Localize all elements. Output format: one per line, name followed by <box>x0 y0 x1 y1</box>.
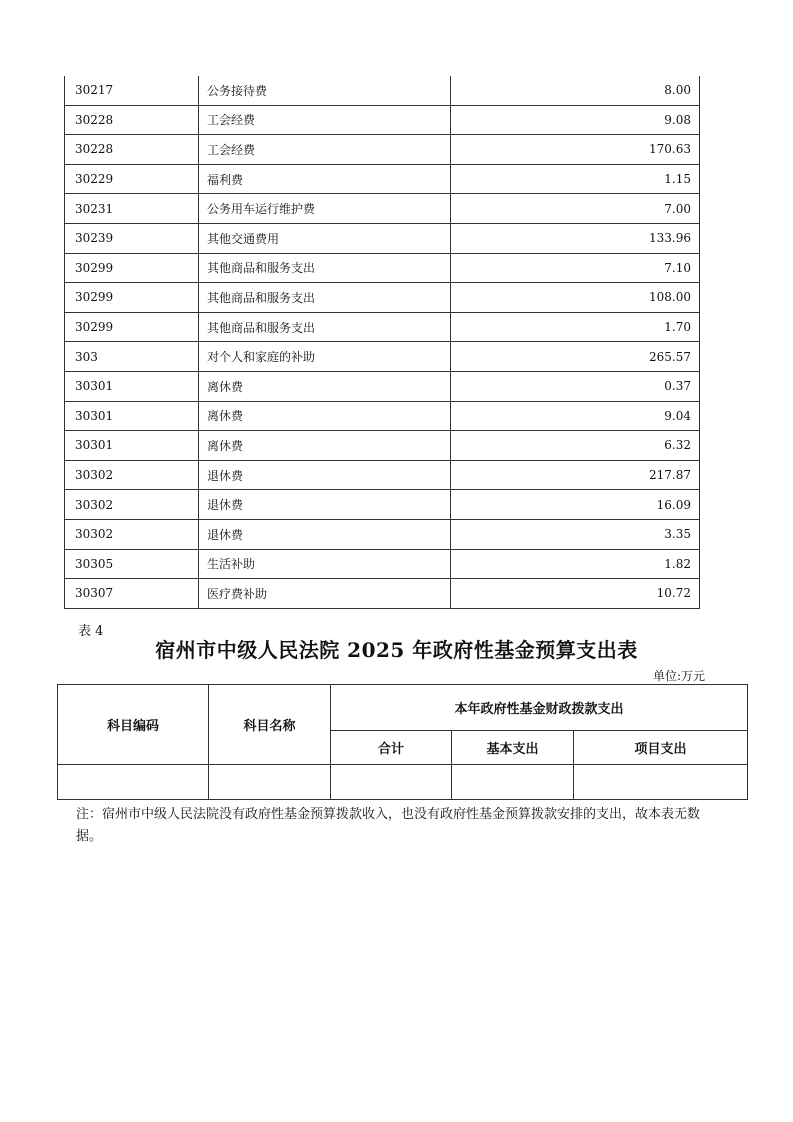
empty-data-row <box>58 765 748 800</box>
table-row <box>65 135 700 165</box>
expenditure-table-continued <box>64 76 700 609</box>
code-cell: 30305 <box>65 549 199 579</box>
name-cell: 工会经费 <box>199 105 451 135</box>
table-row <box>65 401 700 431</box>
table-row <box>65 579 700 609</box>
code-cell: 30299 <box>65 283 199 313</box>
empty-cell <box>58 765 209 800</box>
amount-cell: 0.37 <box>451 371 700 401</box>
name-cell: 退休费 <box>199 490 451 520</box>
name-cell: 工会经费 <box>199 135 451 165</box>
table-row <box>65 490 700 520</box>
code-cell: 30301 <box>65 401 199 431</box>
name-cell: 离休费 <box>199 401 451 431</box>
expenditure-table-body <box>65 76 700 608</box>
name-cell: 对个人和家庭的补助 <box>199 342 451 372</box>
code-cell: 30301 <box>65 371 199 401</box>
code-cell: 30302 <box>65 519 199 549</box>
header-code: 科目编码 <box>58 685 209 765</box>
table-row <box>65 342 700 372</box>
code-cell: 30217 <box>65 76 199 105</box>
code-cell: 30299 <box>65 312 199 342</box>
amount-cell: 7.10 <box>451 253 700 283</box>
table-row <box>65 371 700 401</box>
table-row <box>65 460 700 490</box>
unit-label: 单位:万元 <box>652 669 705 683</box>
table-row <box>65 312 700 342</box>
amount-cell: 3.35 <box>451 519 700 549</box>
code-cell: 30299 <box>65 253 199 283</box>
table-row <box>65 194 700 224</box>
empty-cell <box>209 765 331 800</box>
amount-cell: 10.72 <box>451 579 700 609</box>
amount-cell: 9.08 <box>451 105 700 135</box>
name-cell: 福利费 <box>199 164 451 194</box>
gov-fund-budget-table <box>57 684 748 800</box>
empty-cell <box>574 765 748 800</box>
empty-cell <box>452 765 574 800</box>
table-row <box>65 431 700 461</box>
name-cell: 生活补助 <box>199 549 451 579</box>
name-cell: 其他商品和服务支出 <box>199 253 451 283</box>
amount-cell: 1.15 <box>451 164 700 194</box>
table-row <box>65 76 700 105</box>
table-row <box>65 519 700 549</box>
amount-cell: 1.82 <box>451 549 700 579</box>
code-cell: 30229 <box>65 164 199 194</box>
amount-cell: 16.09 <box>451 490 700 520</box>
code-cell: 30301 <box>65 431 199 461</box>
table-row <box>65 283 700 313</box>
amount-cell: 8.00 <box>451 76 700 105</box>
name-cell: 其他商品和服务支出 <box>199 312 451 342</box>
header-total: 合计 <box>331 731 452 765</box>
code-cell: 30239 <box>65 223 199 253</box>
amount-cell: 108.00 <box>451 283 700 313</box>
amount-cell: 1.70 <box>451 312 700 342</box>
table-note: 注：宿州市中级人民法院没有政府性基金预算拨款收入，也没有政府性基金预算拨款安排的支出，故本表无数据。 <box>76 807 701 844</box>
amount-cell: 133.96 <box>451 223 700 253</box>
code-cell: 30302 <box>65 460 199 490</box>
table-row <box>65 223 700 253</box>
name-cell: 其他商品和服务支出 <box>199 283 451 313</box>
header-group: 本年政府性基金财政拨款支出 <box>331 685 748 731</box>
name-cell: 离休费 <box>199 431 451 461</box>
amount-cell: 9.04 <box>451 401 700 431</box>
table-row <box>65 105 700 135</box>
amount-cell: 170.63 <box>451 135 700 165</box>
table-title: 宿州市中级人民法院 2025 年政府性基金预算支出表 <box>155 638 638 662</box>
name-cell: 退休费 <box>199 519 451 549</box>
table-row <box>65 164 700 194</box>
header-name: 科目名称 <box>209 685 331 765</box>
name-cell: 退休费 <box>199 460 451 490</box>
name-cell: 公务用车运行维护费 <box>199 194 451 224</box>
header-basic: 基本支出 <box>452 731 574 765</box>
code-cell: 30302 <box>65 490 199 520</box>
code-cell: 30307 <box>65 579 199 609</box>
table-number-label: 表 4 <box>78 624 104 639</box>
header-project: 项目支出 <box>574 731 748 765</box>
amount-cell: 265.57 <box>451 342 700 372</box>
amount-cell: 217.87 <box>451 460 700 490</box>
code-cell: 30228 <box>65 135 199 165</box>
code-cell: 30231 <box>65 194 199 224</box>
name-cell: 医疗费补助 <box>199 579 451 609</box>
name-cell: 公务接待费 <box>199 76 451 105</box>
name-cell: 其他交通费用 <box>199 223 451 253</box>
table-row <box>65 253 700 283</box>
amount-cell: 7.00 <box>451 194 700 224</box>
code-cell: 30228 <box>65 105 199 135</box>
amount-cell: 6.32 <box>451 431 700 461</box>
empty-cell <box>331 765 452 800</box>
name-cell: 离休费 <box>199 371 451 401</box>
code-cell: 303 <box>65 342 199 372</box>
table-row <box>65 549 700 579</box>
